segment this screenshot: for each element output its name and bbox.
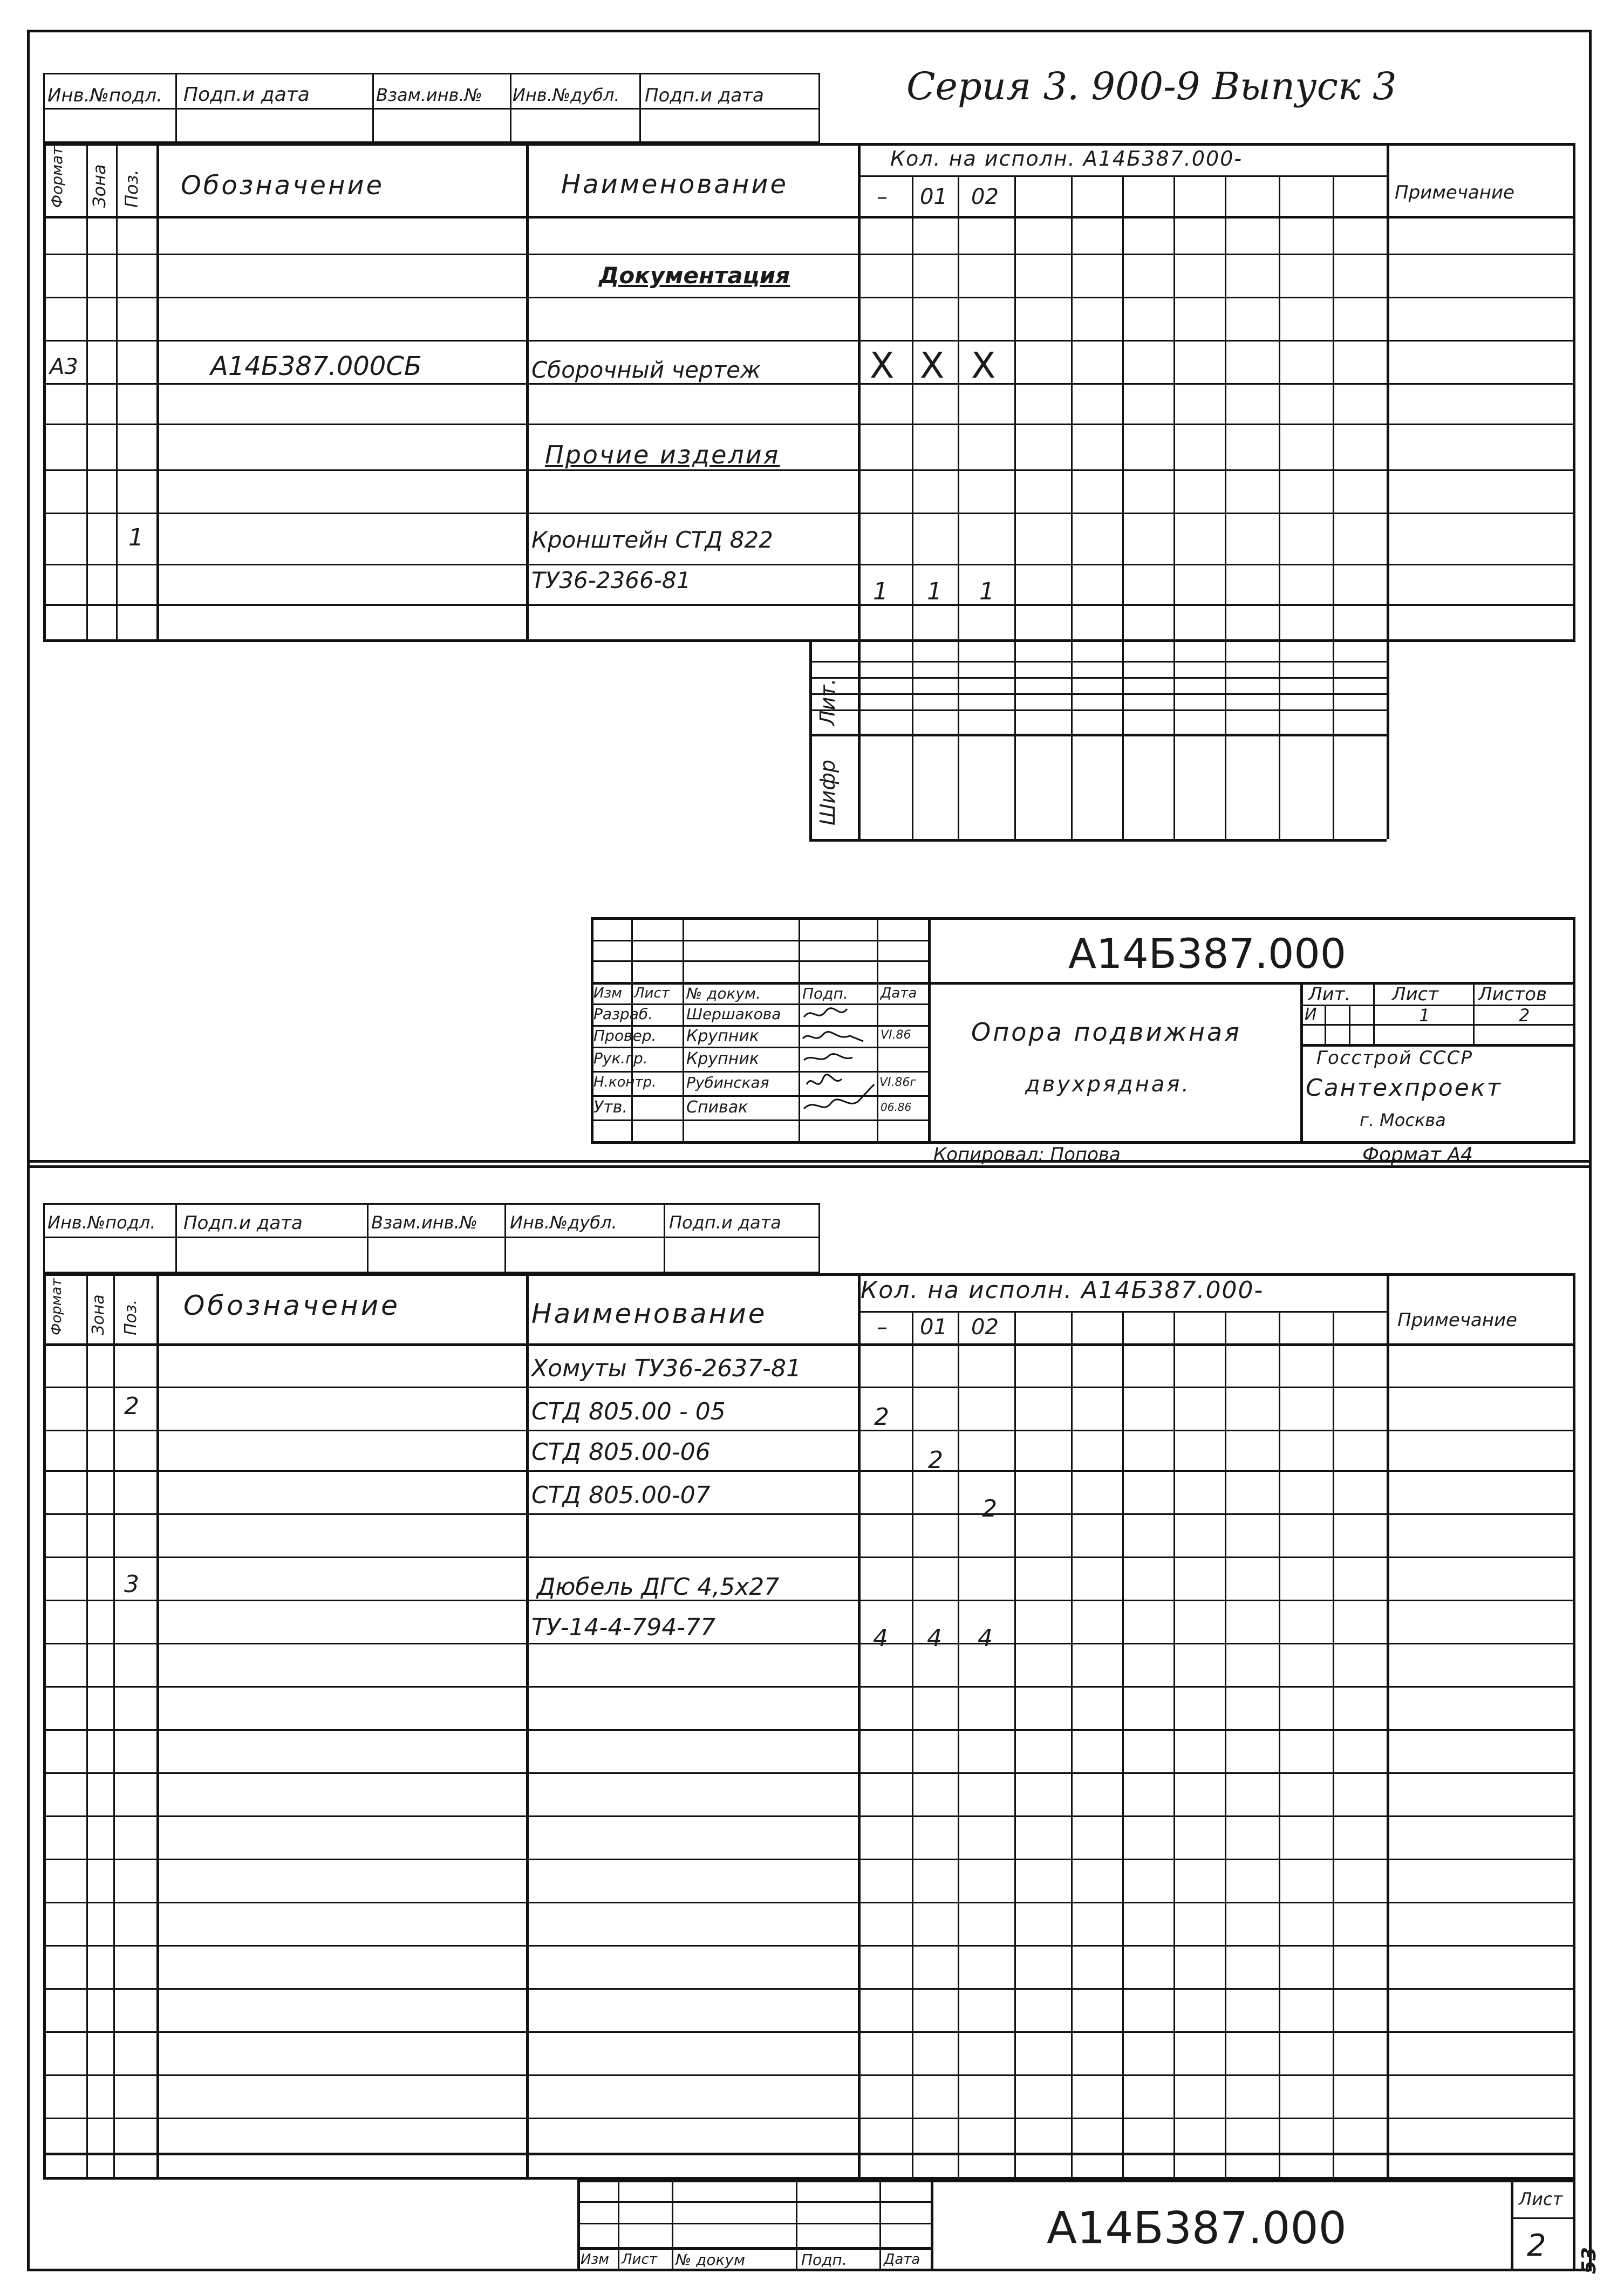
stamp2-inv-podl: Инв.№подл. — [47, 1212, 156, 1233]
tb1-role-1: Разраб. — [593, 1005, 653, 1023]
col-format: Формат — [48, 146, 66, 208]
stamp2-inv-dubl: Инв.№дубл. — [510, 1212, 617, 1233]
label-lit: Лит. — [816, 678, 840, 726]
s2-pos-3: 3 — [124, 1571, 139, 1598]
s2-row3-name: СТД 805.00-06 — [531, 1438, 711, 1466]
label-shifr: Шифр — [816, 760, 840, 825]
s2-row4-qty: 2 — [982, 1495, 997, 1522]
s2-row3-qty: 2 — [928, 1446, 943, 1474]
stamp-inv-dubl: Инв.№дубл. — [513, 85, 620, 105]
tb2-sheet-label: Лист — [1519, 2189, 1563, 2209]
row-pos1-qty-2: 1 — [927, 578, 942, 605]
stamp2-podp-data: Подп.и дата — [183, 1212, 303, 1234]
stamp2-podp-data-2: Подп.и дата — [669, 1212, 781, 1233]
tb1-name-5: Спивак — [686, 1098, 748, 1117]
tb1-title-2: двухрядная. — [1025, 1072, 1191, 1097]
col-pos: Поз. — [121, 169, 142, 208]
row-a3-mark-3: X — [971, 345, 996, 386]
stamp-podp-data: Подп.и дата — [183, 84, 310, 106]
col-qty-02: 02 — [971, 185, 999, 209]
tb1-org-3: г. Москва — [1360, 1110, 1446, 1130]
stamp-vzam-inv: Взам.инв.№ — [376, 85, 482, 105]
row-pos1-name-2: ТУ36-2366-81 — [531, 567, 691, 593]
tb2-h-podp: Подп. — [801, 2251, 847, 2269]
row-a3-designation: А14Б387.000СБ — [210, 351, 422, 381]
row-a3-mark-2: X — [920, 345, 945, 386]
tb2-h-date: Дата — [884, 2251, 920, 2268]
tb1-doc-number: А14Б387.000 — [1068, 930, 1347, 978]
col2-designation: Обозначение — [183, 1290, 400, 1321]
col2-name: Наименование — [531, 1298, 767, 1329]
tb1-org-1: Госстрой СССР — [1316, 1047, 1473, 1069]
tb2-sheet-value: 2 — [1527, 2228, 1546, 2263]
col2-pos: Поз. — [121, 1299, 140, 1335]
s2-row2-name: СТД 805.00 - 05 — [531, 1398, 726, 1425]
s2-row2-qty: 2 — [874, 1403, 889, 1431]
tb1-org-2: Сантехпроект — [1306, 1074, 1503, 1102]
col-designation: Обозначение — [181, 170, 385, 201]
tb1-role-3: Рук.гр. — [593, 1049, 648, 1067]
col-note: Примечание — [1395, 182, 1514, 203]
tb1-name-3: Крупник — [686, 1049, 759, 1068]
s2-row6-qty-3: 4 — [978, 1624, 993, 1652]
col2-qty-02: 02 — [971, 1315, 999, 1340]
col2-note: Примечание — [1397, 1309, 1517, 1331]
tb1-sheets-value: 2 — [1519, 1005, 1530, 1026]
tb2-h-list: Лист — [622, 2251, 657, 2268]
tb1-lit-value: И — [1305, 1005, 1317, 1024]
col2-qty-dash: – — [877, 1315, 888, 1340]
series-label: Серия 3. 900-9 Выпуск 3 — [906, 64, 1397, 108]
s2-row6-qty-2: 4 — [927, 1624, 942, 1652]
tb1-name-1: Шершакова — [686, 1005, 781, 1023]
col-qty-01: 01 — [920, 185, 947, 209]
col-qty-title: Кол. на исполн. А14Б387.000- — [890, 147, 1243, 170]
col2-qty-title: Кол. на исполн. А14Б387.000- — [861, 1276, 1264, 1304]
row-a3-format: А3 — [50, 354, 78, 379]
tb1-h-doc: № докум. — [686, 985, 761, 1002]
tb1-title-1: Опора подвижная — [971, 1018, 1241, 1047]
signatures — [799, 1003, 877, 1119]
tb1-h-izm: Изм — [593, 985, 622, 1001]
tb1-sheets-label: Листов — [1478, 984, 1547, 1005]
tb1-role-2: Провер. — [593, 1027, 657, 1044]
row-a3-mark-1: X — [870, 345, 895, 386]
tb1-date-1: VI.86 — [881, 1028, 911, 1042]
col-name: Наименование — [561, 169, 789, 200]
tb1-date-3: 06.86 — [881, 1101, 912, 1114]
section-other-items: Прочие изделия — [545, 440, 780, 469]
tb1-role-4: Н.контр. — [593, 1074, 657, 1090]
spec-table-2 — [43, 1273, 1575, 2180]
s2-row5-name: Дюбель ДГС 4,5х27 — [537, 1573, 780, 1601]
row-pos1-qty-1: 1 — [873, 578, 888, 605]
tb1-date-2: VI.86г — [879, 1076, 917, 1089]
tb1-role-5: Утв. — [593, 1098, 627, 1117]
stamp-podp-data-2: Подп.и дата — [645, 85, 764, 106]
row-pos-1: 1 — [128, 524, 144, 551]
s2-row6-name: ТУ-14-4-794-77 — [531, 1614, 716, 1641]
row-a3-name: Сборочный чертеж — [531, 357, 761, 383]
tb1-sheet-label: Лист — [1392, 984, 1439, 1005]
stamp-inv-podl: Инв.№подл. — [47, 85, 162, 106]
tb1-name-2: Крупник — [686, 1027, 759, 1046]
page-mark: 53 — [1578, 2247, 1600, 2274]
section-documentation: Документация — [599, 262, 790, 289]
tb1-lit-label: Лит. — [1308, 984, 1351, 1005]
tb1-h-list: Лист — [634, 985, 670, 1001]
col-zone: Зона — [89, 164, 110, 208]
tb1-h-podp: Подп. — [802, 985, 848, 1002]
col2-format: Формат — [49, 1278, 65, 1335]
tb1-sheet-value: 1 — [1419, 1005, 1430, 1026]
row-pos1-name-1: Кронштейн СТД 822 — [531, 527, 773, 553]
tb1-h-date: Дата — [881, 985, 917, 1001]
s2-pos-2: 2 — [124, 1392, 139, 1420]
tb1-copied-by: Копировал: Попова — [933, 1144, 1121, 1165]
s2-row4-name: СТД 805.00-07 — [531, 1481, 711, 1509]
col2-zone: Зона — [89, 1294, 108, 1335]
tb2-h-doc: № докум — [675, 2251, 746, 2269]
tb1-format: Формат А4 — [1362, 1144, 1473, 1166]
stamp2-vzam-inv: Взам.инв.№ — [371, 1212, 477, 1233]
tb2-h-izm: Изм — [581, 2251, 609, 2268]
s2-row1-name: Хомуты ТУ36-2637-81 — [531, 1355, 802, 1382]
tb1-name-4: Рубинская — [686, 1074, 769, 1091]
tb2-doc-number: А14Б387.000 — [1047, 2203, 1347, 2254]
row-pos1-qty-3: 1 — [979, 578, 994, 605]
col-qty-dash: – — [877, 185, 888, 209]
col2-qty-01: 01 — [920, 1315, 947, 1340]
s2-row6-qty-1: 4 — [873, 1624, 888, 1652]
